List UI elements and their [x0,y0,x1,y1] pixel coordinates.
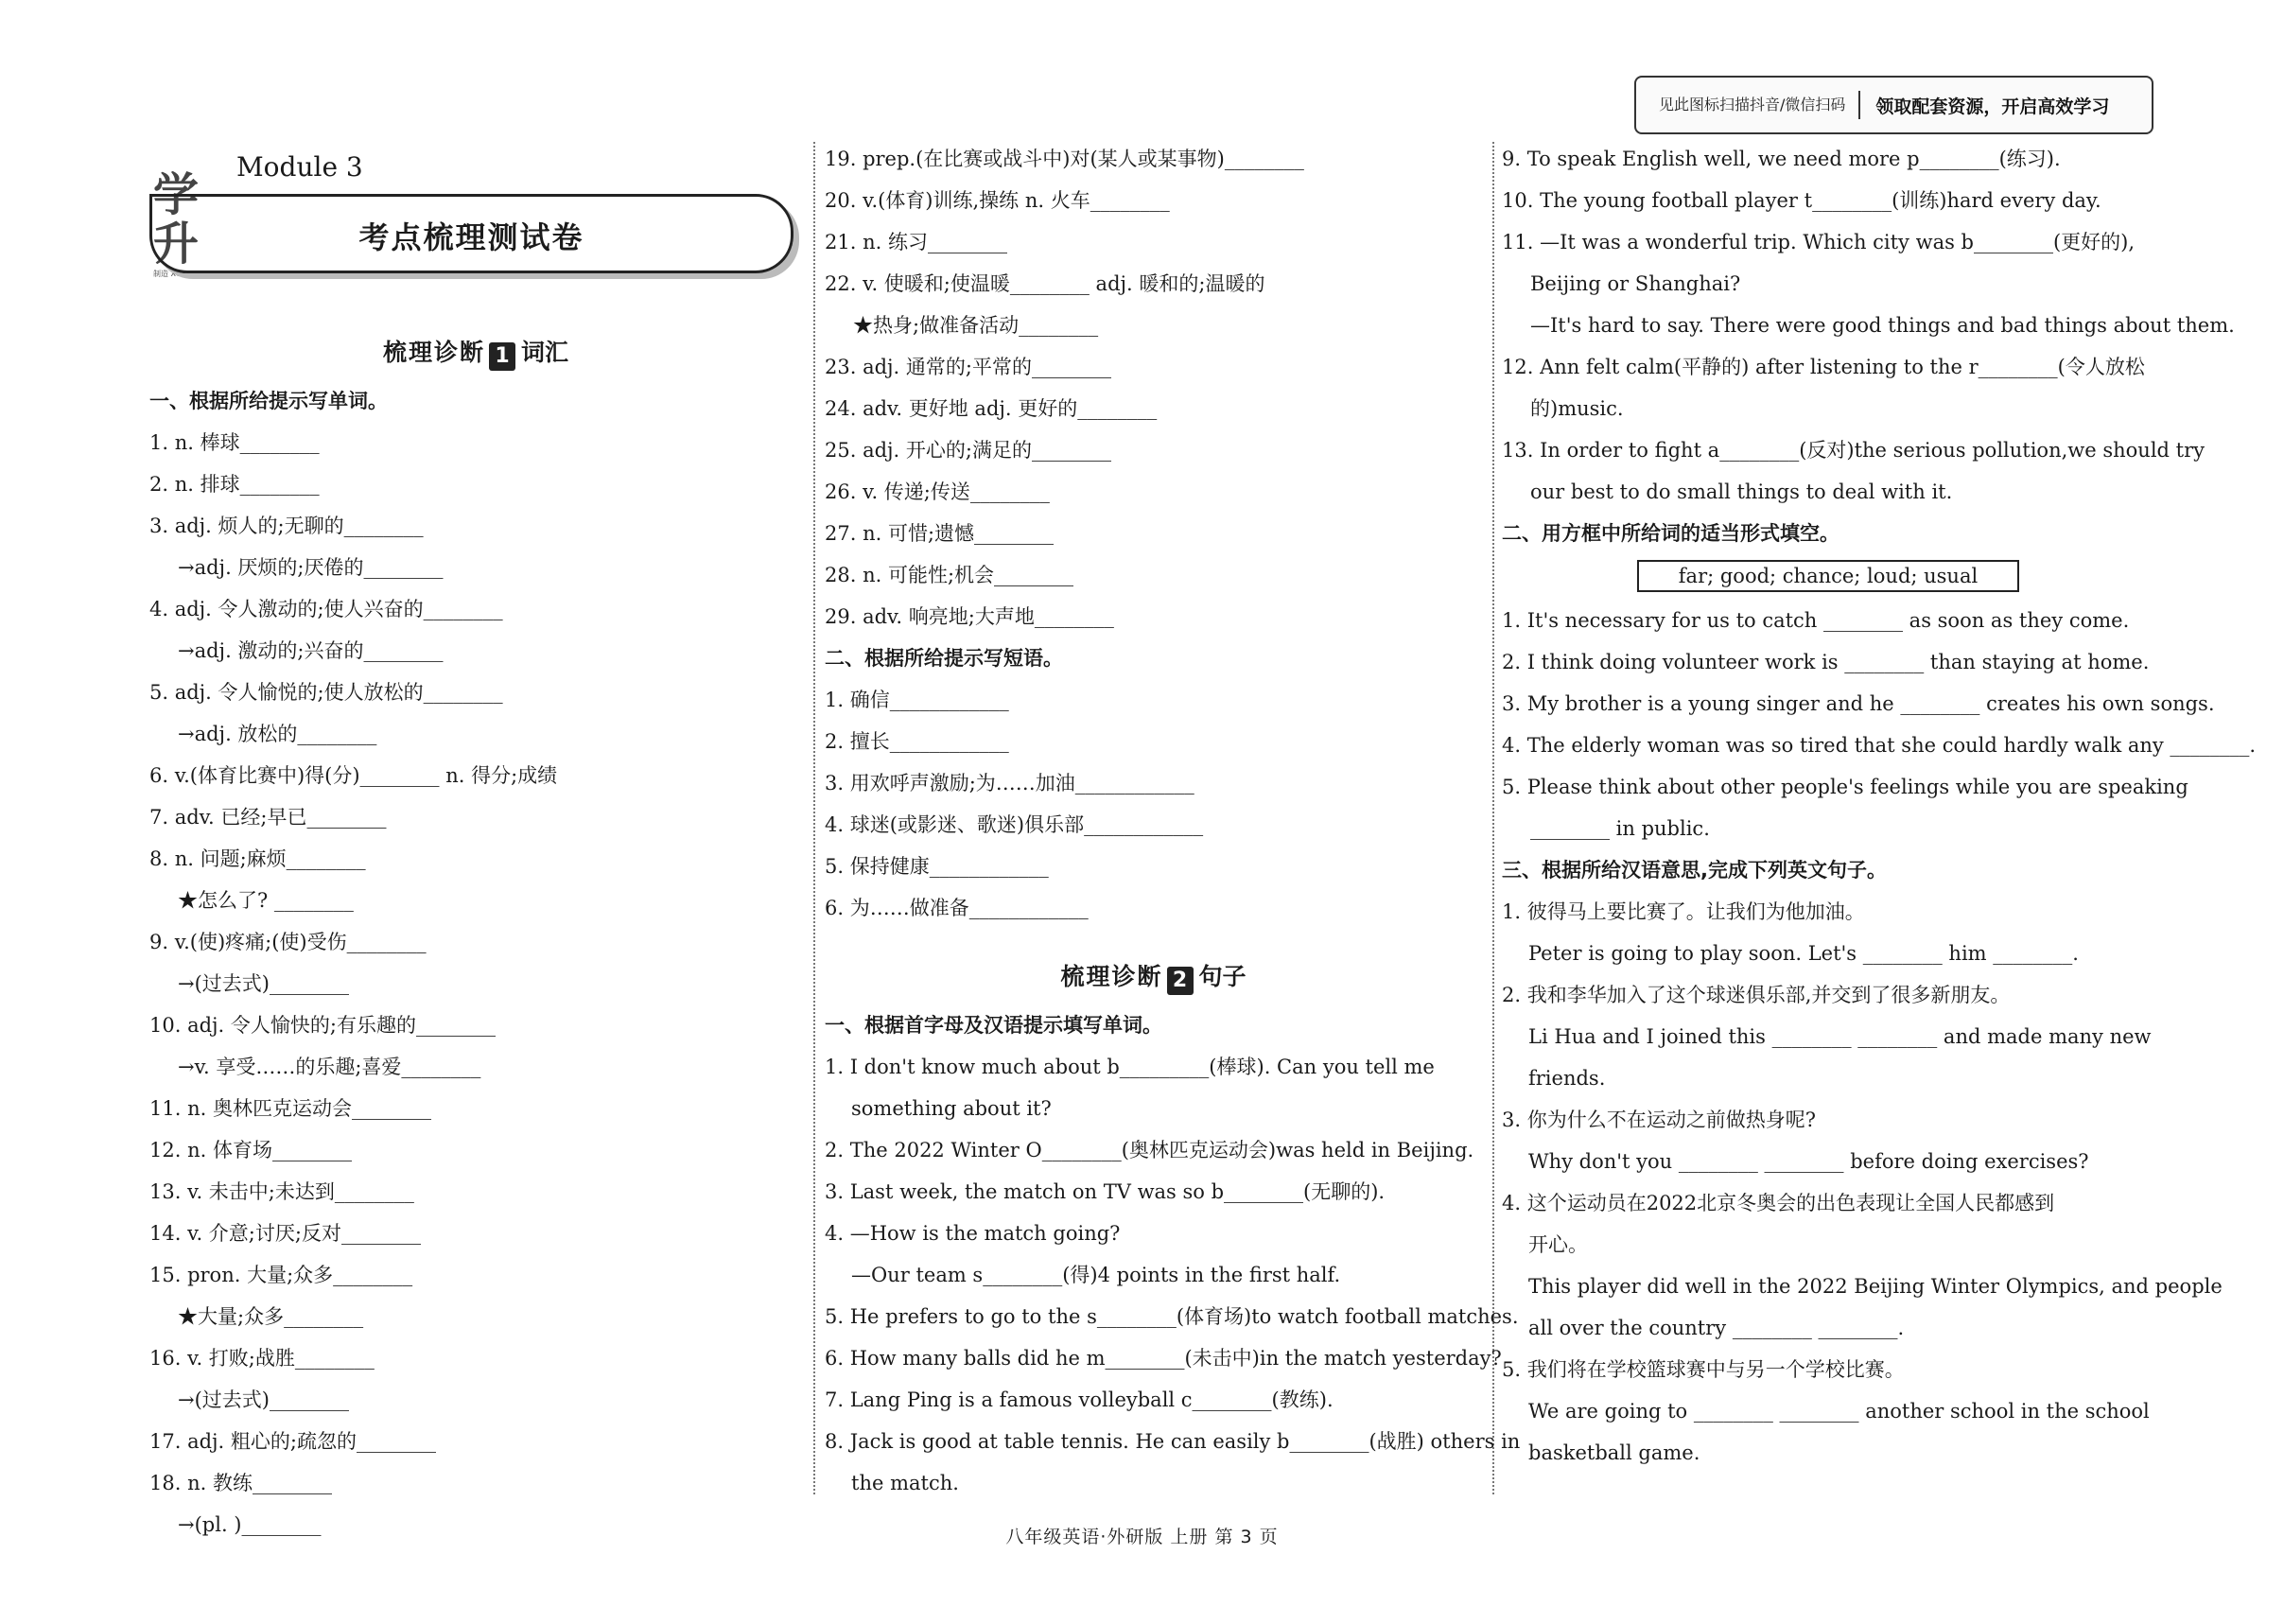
sentence-line: 2. The 2022 Winter O________(奥林匹克运动会)was held in Beijing. [825,1139,1474,1161]
question-line: 9. v.(使)疼痛;(使)受伤________ [149,931,427,953]
question-line: →adj. 激动的;兴奋的________ [178,639,444,662]
question-line: 23. adj. 通常的;平常的________ [825,356,1111,378]
question-line: 21. n. 练习________ [825,231,1007,253]
column-3 [1502,138,2257,1474]
translation-line: Peter is going to play soon. Let's ________ him ________. [1528,942,2079,965]
question-line: →(pl. )________ [178,1513,322,1536]
instruction: 三、根据所给汉语意思,完成下列英文句子。 [1502,859,1887,882]
question-line: →v. 享受……的乐趣;喜爱________ [178,1056,481,1078]
fill-line: 5. Please think about other people's feelings while you are speaking [1502,776,2188,798]
translation-line: We are going to ________ ________ another school in the school [1528,1400,2150,1423]
promo-banner [1634,76,2153,134]
fill-line: 3. My brother is a young singer and he ________ creates his own songs. [1502,692,2215,715]
question-line: 4. adj. 令人激动的;使人兴奋的________ [149,598,503,620]
phrase-line: 4. 球迷(或影迷、歌迷)俱乐部____________ [825,813,1204,836]
sentence-line: the match. [851,1472,959,1494]
translation-line: basketball game. [1528,1441,1700,1464]
question-line: →(过去式)________ [178,972,349,995]
question-line: 29. adv. 响亮地;大声地________ [825,605,1114,628]
translation-line: all over the country ________ ________. [1528,1317,1905,1339]
phrase-line: 5. 保持健康____________ [825,855,1049,878]
instruction: 一、根据首字母及汉语提示填写单词。 [825,1014,1162,1037]
banner-resource-text: 领取配套资源，开启高效学习 [1875,96,2110,117]
question-line: ★热身;做准备活动________ [853,314,1099,337]
question-line: →(过去式)________ [178,1388,349,1411]
section-heading-vocab [149,329,802,376]
banner-scan-text: 见此图标扫描抖音/微信扫码 [1636,91,1860,119]
sentence-line: 11. —It was a wonderful trip. Which city was b________(更好的), [1502,231,2136,253]
question-line: 1. n. 棒球________ [149,431,320,454]
translation-line: This player did well in the 2022 Beijing Winter Olympics, and people [1528,1275,2223,1298]
translation-line: 5. 我们将在学校篮球赛中与另一个学校比赛。 [1502,1358,1905,1381]
question-line: 11. n. 奥林匹克运动会________ [149,1097,431,1120]
page-footer: 八年级英语·外研版 上册 第 3 页 [1005,1527,1279,1547]
sentence-line: 5. He prefers to go to the s________(体育场)to watch football matches. [825,1305,1519,1328]
question-line: 27. n. 可惜;遗憾________ [825,522,1055,545]
column-2 [825,138,1521,1504]
fill-line: 2. I think doing volunteer work is ________ than staying at home. [1502,651,2150,673]
column-1 [149,329,802,1545]
question-line: 10. adj. 令人愉快的;有乐趣的________ [149,1014,496,1037]
sentence-line: 3. Last week, the match on TV was so b________(无聊的). [825,1180,1386,1203]
question-line: ★怎么了? ________ [178,889,354,912]
sentence-line: 13. In order to fight a________(反对)the serious pollution,we should try [1502,439,2205,462]
question-line: 5. adj. 令人愉悦的;使人放松的________ [149,681,503,704]
sentence-line: 7. Lang Ping is a famous volleyball c________(教练). [825,1388,1334,1411]
question-line: 18. n. 教练________ [149,1472,332,1494]
sentence-line: —Our team s________(得)4 points in the first half. [851,1264,1341,1286]
question-line: 26. v. 传递;传送________ [825,480,1050,503]
column-divider [1492,142,1494,1494]
sentence-line: 6. How many balls did he m________(未击中)in the match yesterday? [825,1347,1502,1370]
question-line: 25. adj. 开心的;满足的________ [825,439,1111,462]
question-line: →adj. 放松的________ [178,723,377,745]
translation-line: friends. [1528,1067,1606,1090]
question-line: ★大量;众多________ [178,1305,364,1328]
phrase-line: 1. 确信____________ [825,689,1009,711]
sentence-line: 的)music. [1530,397,1624,420]
sentence-line: 8. Jack is good at table tennis. He can easily b________(战胜) others in [825,1430,1521,1453]
diag-number: 1 [489,342,515,371]
instruction: 二、根据所给提示写短语。 [825,647,1063,670]
section-heading-sentence [825,953,1482,1001]
fill-line: 4. The elderly woman was so tired that she could hardly walk any ________. [1502,734,2257,757]
question-line: 3. adj. 烦人的;无聊的________ [149,515,424,537]
question-line: 22. v. 使暖和;使温暖________ adj. 暖和的;温暖的 [825,272,1265,295]
question-line: 2. n. 排球________ [149,473,320,496]
translation-line: 4. 这个运动员在2022北京冬奥会的出色表现让全国人民都感到 [1502,1192,2055,1214]
sentence-line: something about it? [851,1097,1052,1120]
diag-label: 梳理诊断 [1060,963,1163,990]
logo-text: 学升 [153,168,200,271]
fill-line: 1. It's necessary for us to catch ________ as soon as they come. [1502,609,2130,632]
word-box: far; good; chance; loud; usual [1637,560,2019,592]
translation-line: 3. 你为什么不在运动之前做热身呢? [1502,1109,1816,1131]
sentence-line: Beijing or Shanghai? [1530,272,1741,295]
sentence-line: 4. —How is the match going? [825,1222,1121,1245]
question-line: 14. v. 介意;讨厌;反对________ [149,1222,421,1245]
phrase-line: 3. 用欢呼声激励;为……加油____________ [825,772,1194,795]
instruction: 二、用方框中所给词的适当形式填空。 [1502,522,1839,545]
translation-line: 1. 彼得马上要比赛了。让我们为他加油。 [1502,900,1865,923]
sentence-line: our best to do small things to deal with it. [1530,480,1953,503]
phrase-line: 2. 擅长____________ [825,730,1009,753]
question-line: 12. n. 体育场________ [149,1139,352,1161]
title-box [149,194,793,273]
question-line: 19. prep.(在比赛或战斗中)对(某人或某事物)________ [825,148,1304,170]
sentence-line: 1. I don't know much about b_________(棒球). Can you tell me [825,1056,1435,1078]
question-line: 8. n. 问题;麻烦________ [149,847,366,870]
translation-line: 开心。 [1528,1233,1588,1256]
sentence-line: 10. The young football player t________(训练)hard every day. [1502,189,2101,212]
question-line: 7. adv. 已经;早已________ [149,806,387,829]
fill-line: ________ in public. [1530,817,1710,840]
question-line: 20. v.(体育)训练,操练 n. 火车________ [825,189,1170,212]
question-line: 28. n. 可能性;机会________ [825,564,1074,586]
translation-line: Li Hua and I joined this ________ ________ and made many new [1528,1025,2152,1048]
question-line: 15. pron. 大量;众多________ [149,1264,413,1286]
diag-label: 梳理诊断 [382,339,485,366]
instruction: 一、根据所给提示写单词。 [149,390,388,412]
question-line: →adj. 厌烦的;厌倦的________ [178,556,444,579]
translation-line: Why don't you ________ ________ before doing exercises? [1528,1150,2089,1173]
sentence-line: 9. To speak English well, we need more p________(练习). [1502,148,2061,170]
question-line: 16. v. 打败;战胜________ [149,1347,375,1370]
question-line: 13. v. 未击中;未达到________ [149,1180,414,1203]
column-divider [813,142,815,1494]
diag-suffix: 词汇 [521,339,569,366]
page-title: 考点梳理测试卷 [358,219,584,255]
diag-number: 2 [1167,967,1194,995]
diag-suffix: 句子 [1198,963,1247,990]
question-line: 6. v.(体育比赛中)得(分)________ n. 得分;成绩 [149,764,558,787]
phrase-line: 6. 为……做准备____________ [825,897,1089,919]
sentence-line: 12. Ann felt calm(平静的) after listening to the r________(令人放松 [1502,356,2145,378]
question-line: 24. adv. 更好地 adj. 更好的________ [825,397,1158,420]
logo-subtext: 制造 XUESHENG [153,270,214,278]
translation-line: 2. 我和李华加入了这个球迷俱乐部,并交到了很多新朋友。 [1502,984,2011,1006]
question-line: 17. adj. 粗心的;疏忽的________ [149,1430,436,1453]
module-label: Module 3 [236,151,363,183]
sentence-line: —It's hard to say. There were good things and bad things about them. [1530,314,2235,337]
